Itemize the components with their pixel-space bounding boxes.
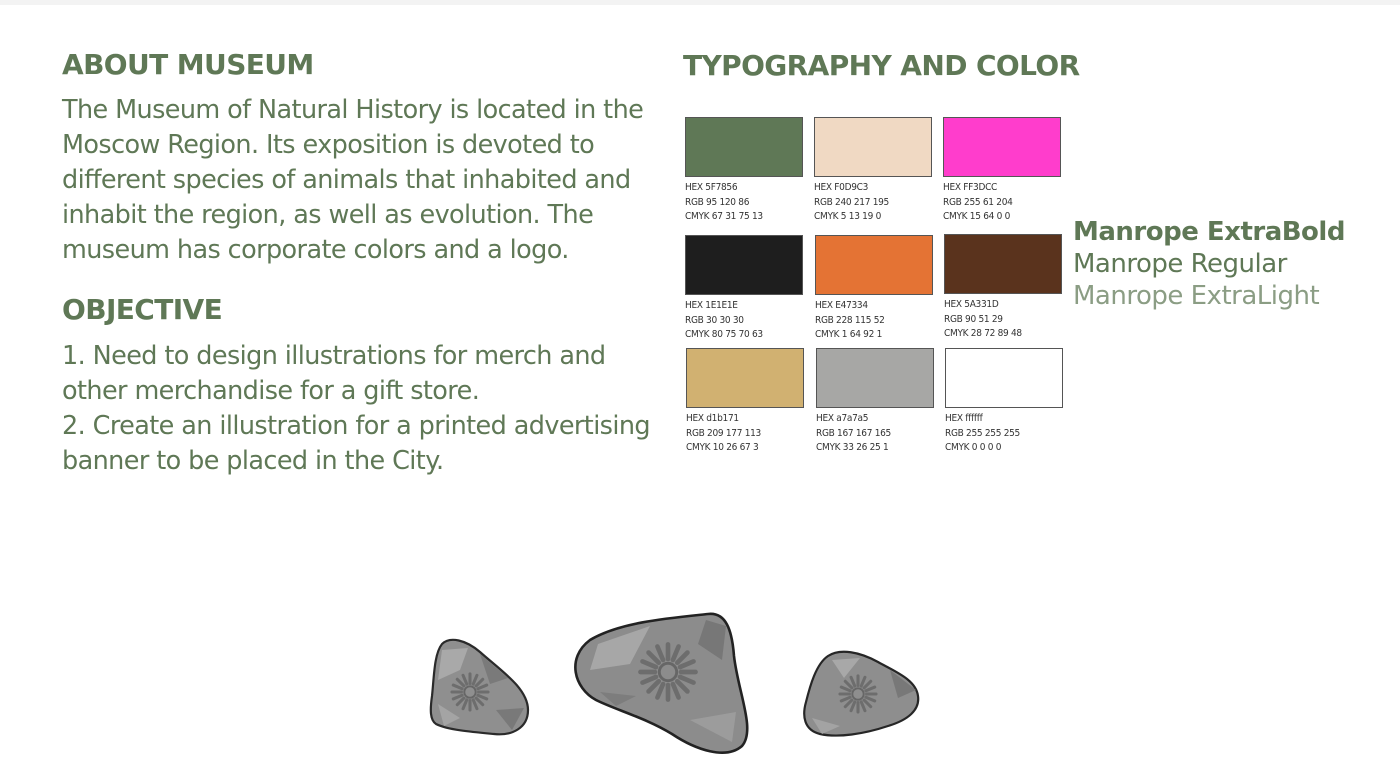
- color-swatch: [816, 348, 934, 456]
- objective-list: [62, 339, 652, 479]
- color-swatch: [944, 234, 1062, 342]
- color-swatch: [685, 117, 803, 225]
- swatch-rgb: RGB 209 177 113: [686, 427, 761, 439]
- typography-section: [683, 48, 1080, 84]
- swatch-cmyk: CMYK 1 64 92 1: [815, 329, 883, 340]
- swatch-cmyk: CMYK 10 26 67 3: [686, 442, 759, 453]
- objective-item-1: 1. Need to design illustrations for merch and other merchandise for a gift store.: [62, 341, 606, 406]
- font-samples: [1073, 216, 1345, 312]
- color-chip: [814, 117, 932, 177]
- font-sample-extralight: Manrope ExtraLight: [1073, 281, 1320, 311]
- about-text: The Museum of Natural History is located in the Moscow Region. Its exposition is devoted to different species of animals that inhabited and inhabit the region, as well as evolution. The museum has corporate colors and a logo.: [62, 95, 644, 265]
- color-swatch: [815, 235, 933, 343]
- swatch-hex: HEX d1b171: [686, 413, 739, 424]
- swatch-cmyk: CMYK 33 26 25 1: [816, 442, 889, 453]
- stone-right: [804, 652, 918, 736]
- swatch-cmyk: CMYK 15 64 0 0: [943, 211, 1011, 222]
- swatch-hex: HEX 5A331D: [944, 299, 999, 310]
- stone-center: [575, 614, 747, 753]
- swatch-rgb: RGB 90 51 29: [944, 313, 1003, 325]
- swatch-hex: HEX E47334: [815, 300, 868, 311]
- objective-heading: OBJECTIVE: [62, 293, 223, 326]
- font-sample-extrabold: Manrope ExtraBold: [1073, 217, 1345, 247]
- swatch-cmyk: CMYK 0 0 0 0: [945, 442, 1002, 453]
- swatch-hex: HEX 1E1E1E: [685, 300, 738, 311]
- swatch-hex: HEX ffffff: [945, 413, 983, 424]
- swatch-cmyk: CMYK 28 72 89 48: [944, 328, 1022, 339]
- top-strip: [0, 0, 1400, 5]
- color-chip: [685, 117, 803, 177]
- stone-left: [431, 640, 528, 734]
- about-heading: ABOUT MUSEUM: [62, 48, 314, 81]
- objective-item-2: 2. Create an illustration for a printed advertising banner to be placed in the City.: [62, 411, 650, 476]
- swatch-rgb: RGB 95 120 86: [685, 196, 750, 208]
- swatch-cmyk: CMYK 67 31 75 13: [685, 211, 763, 222]
- logo-stones-illustration: [420, 600, 940, 760]
- swatch-hex: HEX FF3DCC: [943, 182, 998, 193]
- swatch-rgb: RGB 228 115 52: [815, 314, 885, 326]
- color-chip: [943, 117, 1061, 177]
- color-swatch: [945, 348, 1063, 456]
- swatch-rgb: RGB 255 255 255: [945, 427, 1020, 439]
- color-swatch: [685, 235, 803, 343]
- swatch-rgb: RGB 255 61 204: [943, 196, 1013, 208]
- brief-column: [62, 47, 652, 479]
- swatch-rgb: RGB 167 167 165: [816, 427, 891, 439]
- color-chip: [944, 234, 1062, 294]
- color-chip: [686, 348, 804, 408]
- swatch-cmyk: CMYK 80 75 70 63: [685, 329, 763, 340]
- swatch-rgb: RGB 240 217 195: [814, 196, 889, 208]
- color-chip: [685, 235, 803, 295]
- typography-heading: TYPOGRAPHY AND COLOR: [683, 49, 1080, 82]
- swatch-hex: HEX a7a7a5: [816, 413, 869, 424]
- swatch-cmyk: CMYK 5 13 19 0: [814, 211, 882, 222]
- color-chip: [815, 235, 933, 295]
- color-chip: [945, 348, 1063, 408]
- swatch-rgb: RGB 30 30 30: [685, 314, 744, 326]
- color-swatch: [686, 348, 804, 456]
- color-swatch: [814, 117, 932, 225]
- color-chip: [816, 348, 934, 408]
- color-palette: [685, 117, 1065, 462]
- swatch-hex: HEX F0D9C3: [814, 182, 869, 193]
- color-swatch: [943, 117, 1061, 225]
- swatch-hex: HEX 5F7856: [685, 182, 738, 193]
- font-sample-regular: Manrope Regular: [1073, 249, 1287, 279]
